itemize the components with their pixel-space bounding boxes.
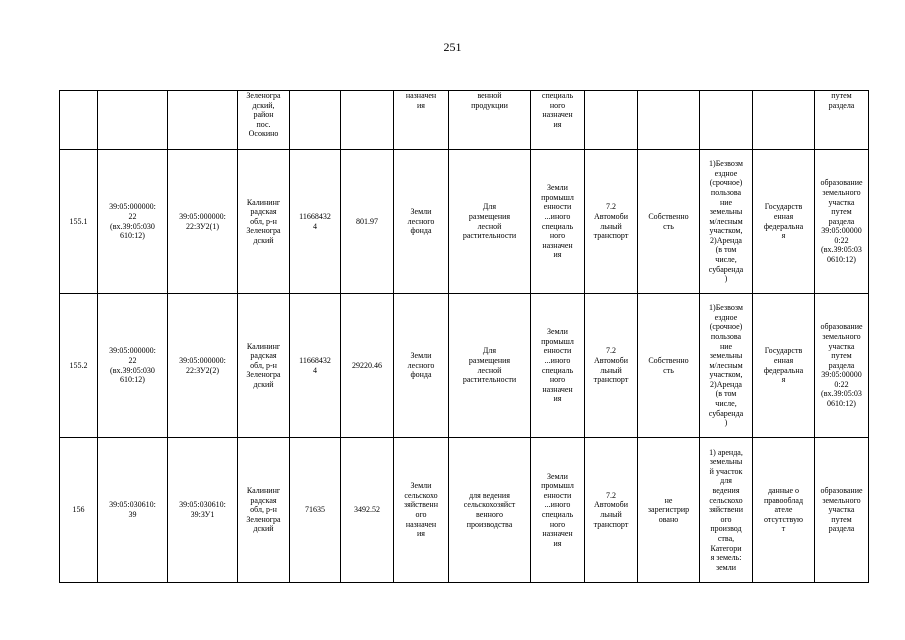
rightholder: данные о правооблад ателе отсутствую т: [753, 438, 815, 583]
rightholder: Государств енная федеральна я: [753, 150, 815, 294]
cadastral-number: 39:05:000000: 22 (вх.39:05:030 610:12): [98, 294, 168, 438]
plot-designation: 39:05:030610: 39:ЗУ1: [168, 438, 238, 583]
page-number: 251: [443, 40, 462, 54]
cadastral-number: [98, 91, 168, 150]
permitted-use: для ведения сельскохозяйст венного производства: [449, 438, 531, 583]
land-category: Земли лесного фонда: [394, 294, 449, 438]
formation-method: образование земельного участка путем раздела 39:05:00000 0:22 (вх.39:05:03 0610:12): [815, 294, 869, 438]
permitted-use: венной продукции: [449, 91, 531, 150]
address: Калининг радская обл, р-н Зеленогра дский: [238, 150, 290, 294]
right-type: Собственно сть: [638, 150, 700, 294]
encumbrance: 1)Безвозм ездное (срочное) пользова ние земельны м/лесным участком, 2)Аренда (в том числе, субаренда ): [700, 150, 753, 294]
address: Калининг радская обл, р-н Зеленогра дский: [238, 294, 290, 438]
right-type: [638, 91, 700, 150]
permitted-use: Для размещения лесной растительности: [449, 150, 531, 294]
zone-category: Земли промышл енности ...иного специаль ного назначен ия: [531, 150, 585, 294]
land-plot-table: [59, 90, 869, 583]
land-category: Земли лесного фонда: [394, 150, 449, 294]
plot-designation: [168, 91, 238, 150]
cadastral-number: 39:05:030610: 39: [98, 438, 168, 583]
zone-category: Земли промышл енности ...иного специаль ного назначен ия: [531, 438, 585, 583]
formation-method: путем раздела: [815, 91, 869, 150]
total-area: 11668432 4: [290, 150, 341, 294]
table-row: [60, 150, 869, 294]
land-category: назначен ия: [394, 91, 449, 150]
address: Зеленогра дский, район пос. Осокино: [238, 91, 290, 150]
zone-category: специаль ного назначен ия: [531, 91, 585, 150]
table-row: [60, 91, 869, 150]
plot-area: [341, 91, 394, 150]
plot-area: 801.97: [341, 150, 394, 294]
row-number: [60, 91, 98, 150]
plot-designation: 39:05:000000: 22:ЗУ2(2): [168, 294, 238, 438]
rightholder: [753, 91, 815, 150]
plot-area: 3492.52: [341, 438, 394, 583]
total-area: 71635: [290, 438, 341, 583]
encumbrance: 1)Безвозм ездное (срочное) пользова ние земельны м/лесным участком, 2)Аренда (в том числе, субаренда ): [700, 294, 753, 438]
formation-method: образование земельного участка путем раздела 39:05:00000 0:22 (вх.39:05:03 0610:12): [815, 150, 869, 294]
plot-designation: 39:05:000000: 22:ЗУ2(1): [168, 150, 238, 294]
row-number: 155.1: [60, 150, 98, 294]
use-classifier: 7.2 Автомоби льный транспорт: [585, 294, 638, 438]
use-classifier: 7.2 Автомоби льный транспорт: [585, 150, 638, 294]
encumbrance: 1) аренда, земельны й участок для ведения сельскохо зяйствени ого производ ства, Категори я земель: земли: [700, 438, 753, 583]
cadastral-number: 39:05:000000: 22 (вх.39:05:030 610:12): [98, 150, 168, 294]
table-row: [60, 438, 869, 583]
formation-method: образование земельного участка путем раздела: [815, 438, 869, 583]
encumbrance: [700, 91, 753, 150]
row-number: 155.2: [60, 294, 98, 438]
use-classifier: 7.2 Автомоби льный транспорт: [585, 438, 638, 583]
land-category: Земли сельскохо зяйственн ого назначен ия: [394, 438, 449, 583]
zone-category: Земли промышл енности ...иного специаль ного назначен ия: [531, 294, 585, 438]
address: Калининг радская обл, р-н Зеленогра дский: [238, 438, 290, 583]
right-type: не зарегистрир овано: [638, 438, 700, 583]
row-number: 156: [60, 438, 98, 583]
table-row: [60, 294, 869, 438]
right-type: Собственно сть: [638, 294, 700, 438]
plot-area: 29220.46: [341, 294, 394, 438]
permitted-use: Для размещения лесной растительности: [449, 294, 531, 438]
total-area: [290, 91, 341, 150]
total-area: 11668432 4: [290, 294, 341, 438]
rightholder: Государств енная федеральна я: [753, 294, 815, 438]
use-classifier: [585, 91, 638, 150]
